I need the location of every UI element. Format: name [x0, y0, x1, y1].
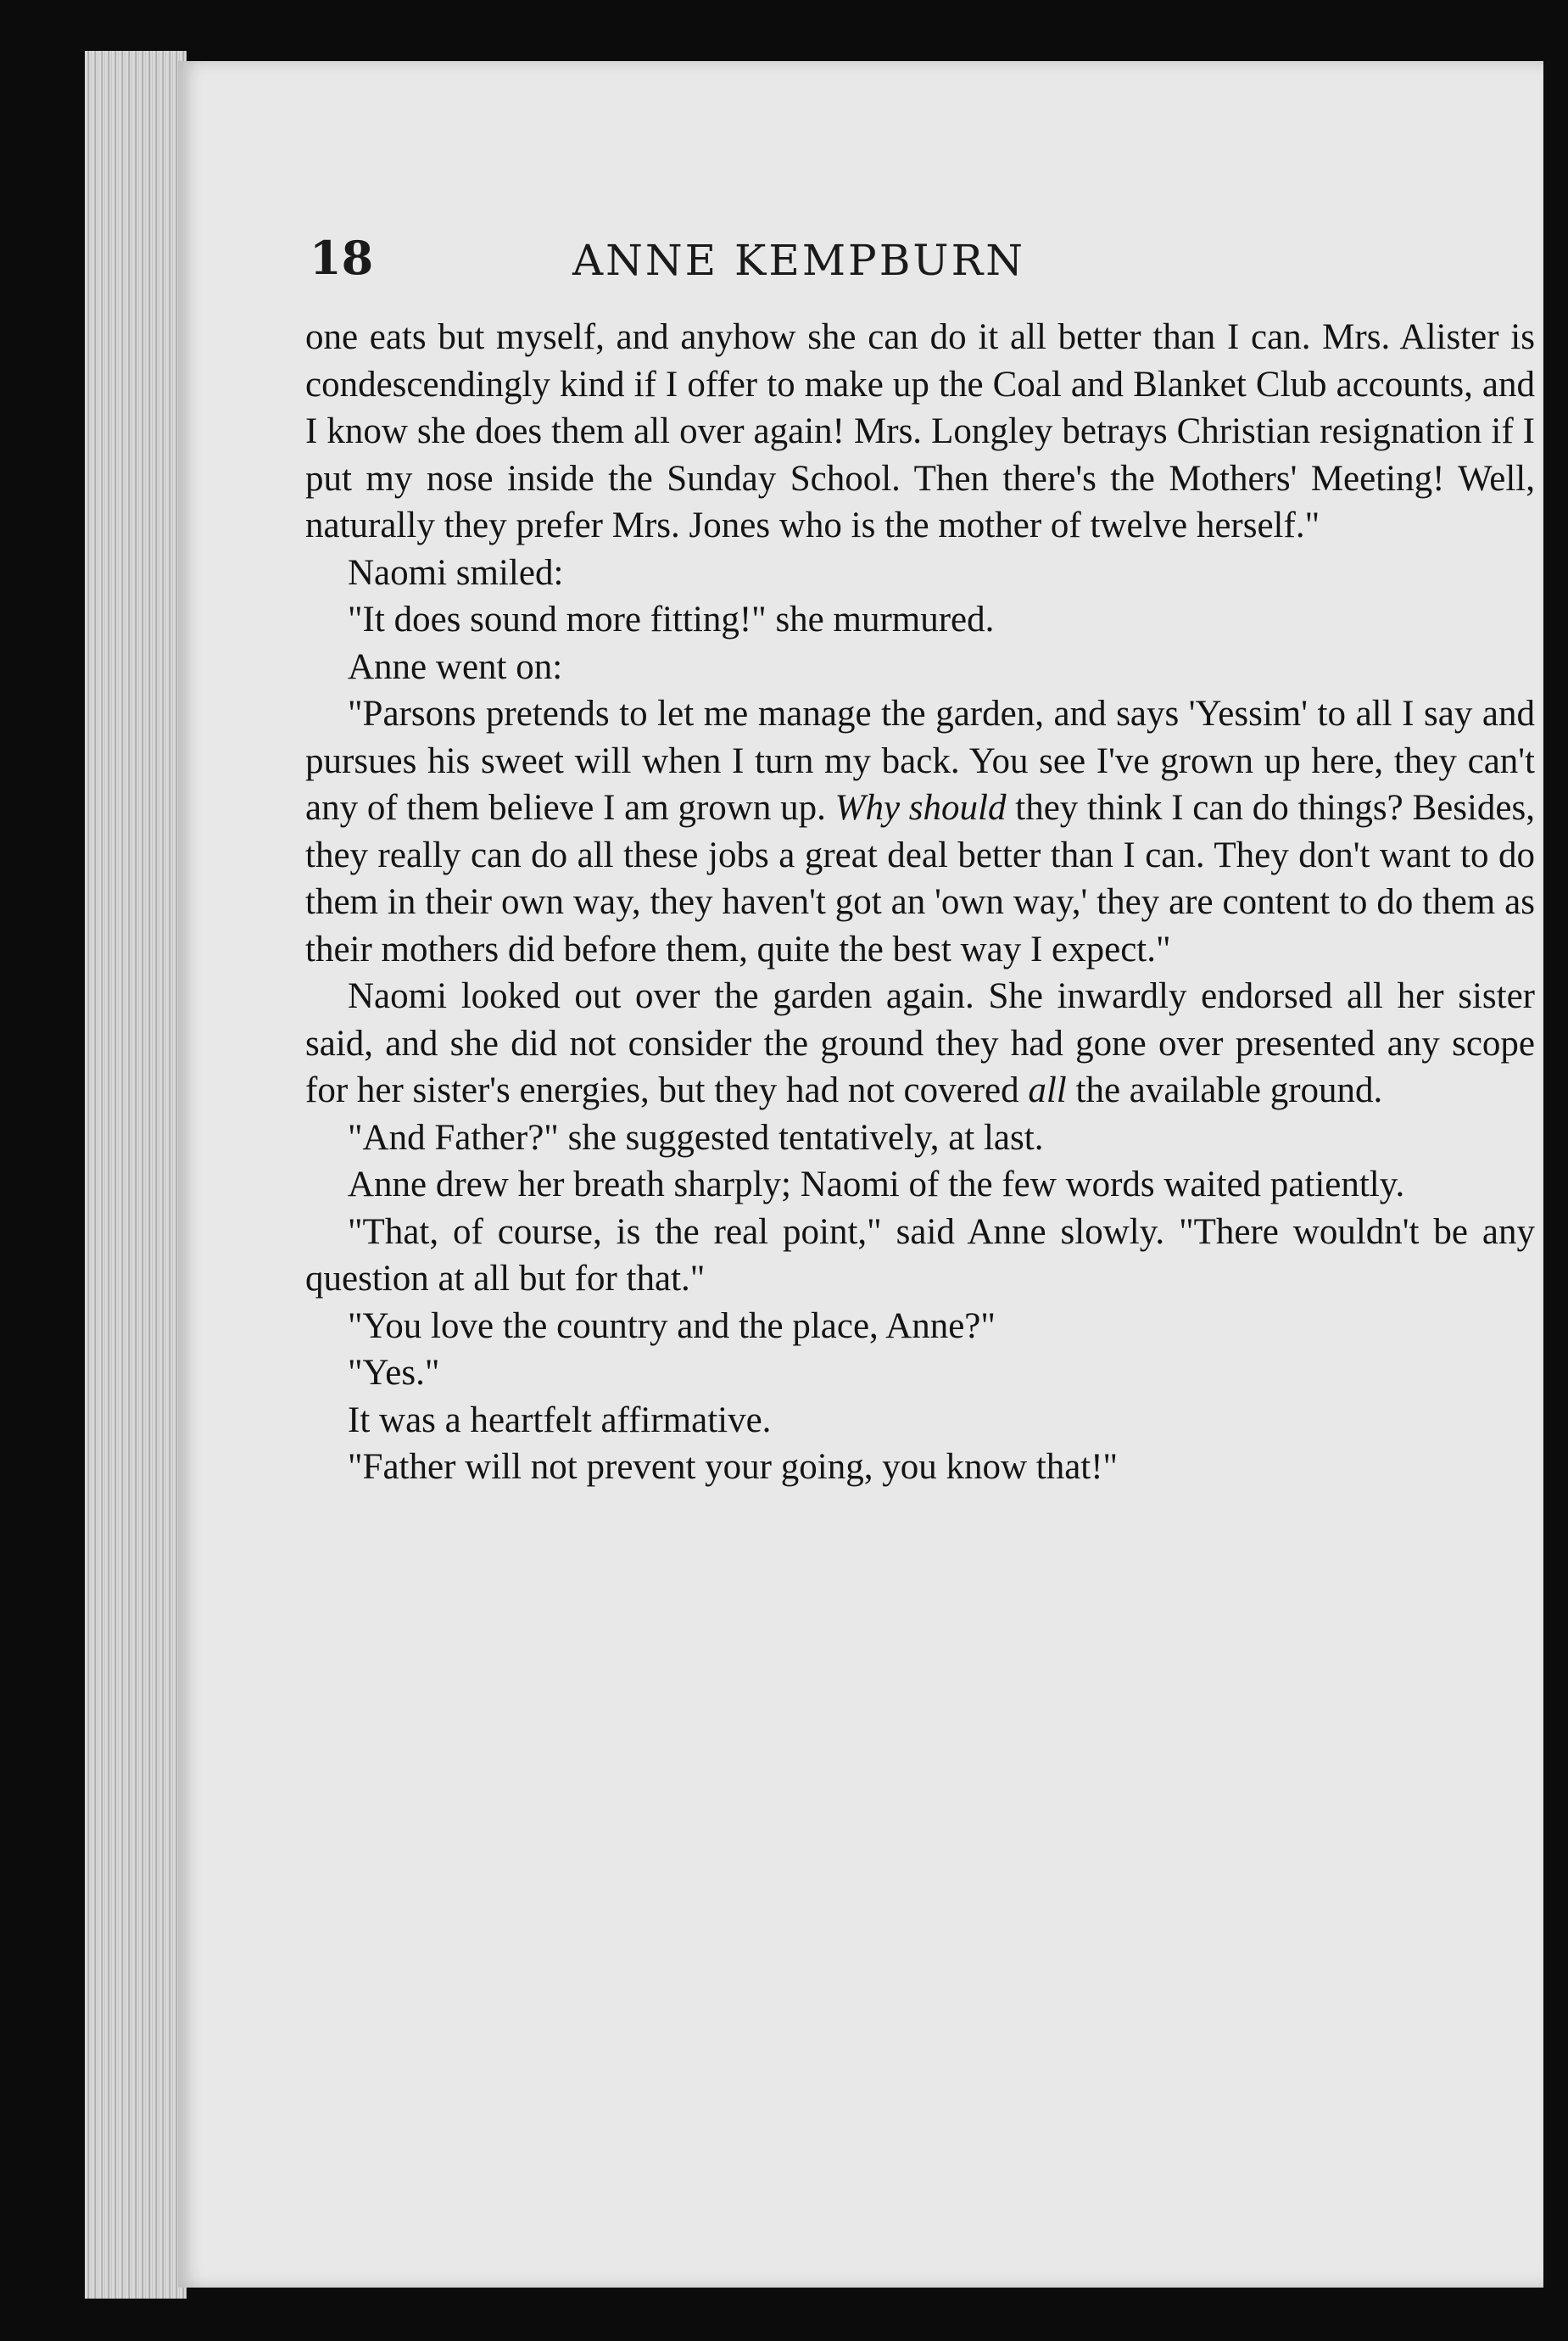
paragraph-text: the available ground. — [1066, 1070, 1383, 1110]
running-head: ANNE KEMPBURN — [572, 236, 1025, 285]
paragraph — [305, 973, 1535, 1115]
paragraph: "That, of course, is the real point," said Anne slowly. "There wouldn't be any question at all but for that." — [305, 1211, 1535, 1299]
paragraph: one eats but myself, and anyhow she can do it all better than I can. Mrs. Alister is condescendingly kind if I offer to make up the Coal and Blanket Club accounts, and I know she does them all over again! Mrs. Longley betrays Christian resignation if I put my nose inside the Sunday School. Then there's the Mothers' Meeting! Well, naturally they prefer Mrs. Jones who is the mother of twelve herself." — [305, 317, 1535, 545]
paragraph: Anne drew her breath sharply; Naomi of the few words waited patiently. — [348, 1165, 1405, 1204]
page-number: 18 — [310, 231, 374, 285]
paragraph: "Yes." — [348, 1353, 440, 1393]
paragraph: Anne went on: — [348, 646, 563, 687]
paragraph: "And Father?" she suggested tentatively, at last. — [348, 1117, 1044, 1158]
paragraph — [305, 690, 1535, 973]
paragraph-text: Naomi looked out over the garden again. She inwardly endorsed all her sister said, and she did not consider the ground they had gone over presented any scope for her sister's energies, but they had not covered — [305, 976, 1535, 1110]
paragraph: "It does sound more fitting!" she murmured. — [348, 600, 995, 640]
paragraph: "You love the country and the place, Anne?" — [348, 1305, 996, 1346]
book-page-edges — [85, 51, 187, 2299]
paragraph: Naomi smiled: — [348, 552, 564, 593]
italic-text: all — [1028, 1070, 1067, 1110]
paragraph: "Father will not prevent your going, you know that!" — [348, 1447, 1119, 1487]
body-text — [305, 314, 1535, 1491]
paragraph: It was a heartfelt affirmative. — [348, 1400, 772, 1440]
italic-text: Why should — [834, 788, 1007, 828]
paragraph-text: they think I can do things? Besides, they really can do all these jobs a great deal better than I can. They don't want to do them in their own way, they haven't got an 'own way,' they are content to do them as their mothers did before them, quite the best way I expect." — [305, 788, 1535, 969]
paragraph-text: "Parsons pretends to let me manage the garden, and says 'Yessim' to all I say and pursues his sweet will when I turn my back. You see I've grown up here, they can't any of them believe I am grown up. — [305, 694, 1535, 828]
page-header — [310, 231, 1259, 299]
